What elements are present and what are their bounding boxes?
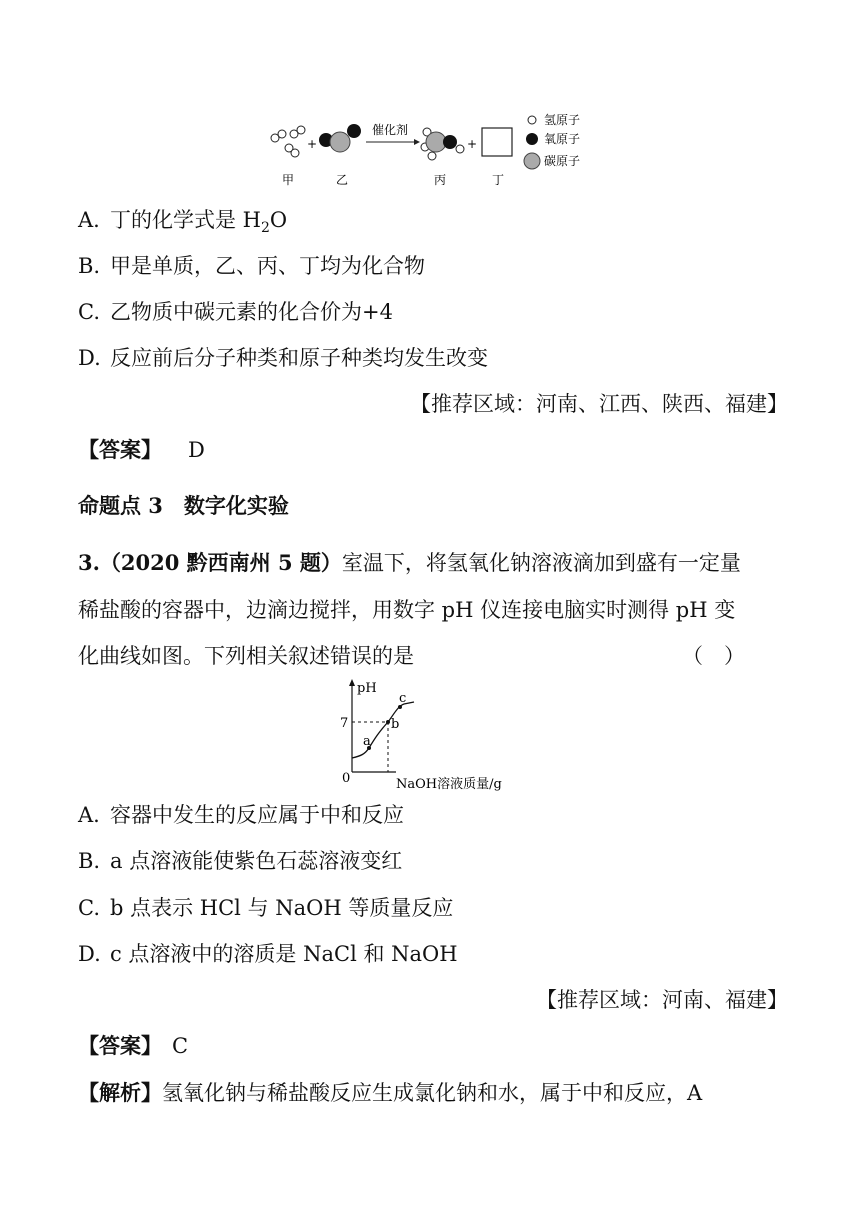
label-yi: 乙 xyxy=(335,173,349,187)
point-c-label: c xyxy=(399,691,407,706)
q3-stem-line2: 稀盐酸的容器中，边滴边搅拌，用数字 pH 仪连接电脑实时测得 pH 变 xyxy=(78,598,736,622)
x-axis-label: NaOH溶液质量/g xyxy=(396,777,502,792)
reactant-jia-hydrogen-molecules xyxy=(271,126,305,157)
label-ding: 丁 xyxy=(491,173,505,187)
label-bing: 丙 xyxy=(433,173,447,187)
legend-hydrogen: 氢原子 xyxy=(544,113,581,127)
answer-value: D xyxy=(188,438,205,462)
q3-option-c: C. b 点表示 HCl 与 NaOH 等质量反应 xyxy=(78,896,454,920)
ph-curve xyxy=(352,702,414,758)
q3-option-a: A. 容器中发生的反应属于中和反应 xyxy=(78,803,404,827)
legend-carbon: 碳原子 xyxy=(544,154,581,168)
svg-text:+: + xyxy=(306,137,318,151)
q3-analysis: 【解析】氢氧化钠与稀盐酸反应生成氯化钠和水，属于中和反应，A xyxy=(78,1080,703,1105)
q2-region: 【推荐区域：河南、江西、陕西、福建】 xyxy=(410,392,788,416)
atom-legend xyxy=(524,113,580,169)
section-title: 命题点 3 数字化实验 xyxy=(78,493,289,518)
q3-option-d: D. c 点溶液中的溶质是 NaCl 和 NaOH xyxy=(78,942,458,966)
reaction-diagram xyxy=(262,112,602,192)
q3-region: 【推荐区域：河南、福建】 xyxy=(536,988,788,1012)
analysis-label: 【解析】 xyxy=(78,1080,162,1105)
q3-stem-line1: 3.（2020 黔西南州 5 题）室温下，将氢氧化钠溶液滴加到盛有一定量 xyxy=(78,550,741,575)
ph-curve-graph xyxy=(336,676,526,794)
q3-number-source: 3.（2020 黔西南州 5 题） xyxy=(78,550,342,575)
origin-label: 0 xyxy=(342,771,351,786)
q3-option-b: B. a 点溶液能使紫色石蕊溶液变红 xyxy=(78,849,403,873)
point-a-label: a xyxy=(363,734,371,749)
q2-option-b: B. 甲是单质，乙、丙、丁均为化合物 xyxy=(78,254,425,278)
q2-option-c: C. 乙物质中碳元素的化合价为+4 xyxy=(78,300,393,324)
label-jia: 甲 xyxy=(281,173,295,187)
legend-oxygen: 氧原子 xyxy=(544,132,581,146)
reactant-yi-molecule xyxy=(319,124,361,152)
point-b xyxy=(386,720,390,724)
product-bing-molecule xyxy=(421,128,464,160)
q3-answer xyxy=(78,1031,188,1061)
q2-option-a: A. 丁的化学式是 $H_2O$ xyxy=(78,208,288,237)
q2-answer xyxy=(78,435,205,465)
answer-value: C xyxy=(172,1034,189,1058)
point-b-label: b xyxy=(391,717,400,732)
q3-answer-paren: （ ） xyxy=(682,644,745,668)
q3-stem-line3: 化曲线如图。下列相关叙述错误的是 xyxy=(78,644,414,668)
svg-text:+: + xyxy=(466,137,478,151)
answer-label: 【答案】 xyxy=(78,437,162,462)
y-axis-label: pH xyxy=(357,681,377,696)
answer-label: 【答案】 xyxy=(78,1033,162,1058)
y-tick-7: 7 xyxy=(340,716,349,731)
product-ding-box xyxy=(482,128,512,156)
q2-option-d: D. 反应前后分子种类和原子种类均发生改变 xyxy=(78,346,488,370)
catalyst-label: 催化剂 xyxy=(371,123,409,137)
